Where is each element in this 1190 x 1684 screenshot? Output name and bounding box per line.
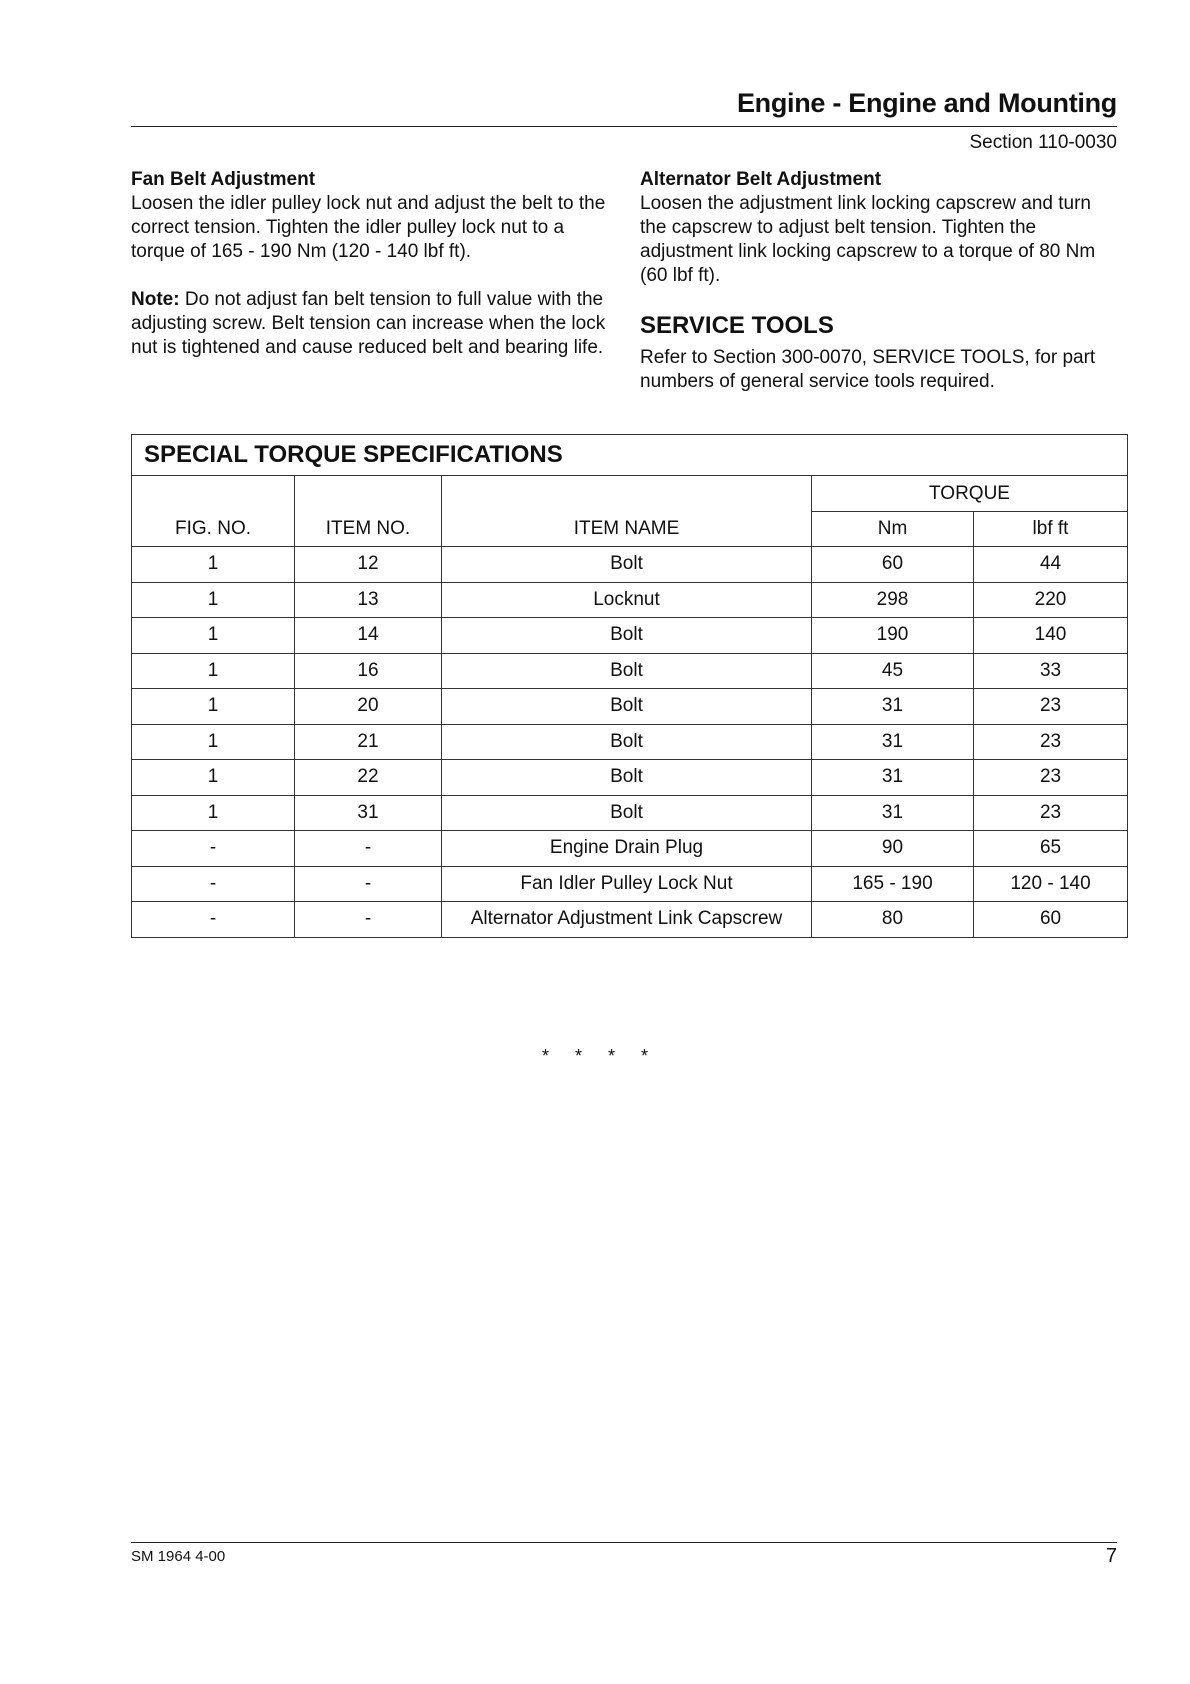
lbf-ft-cell: 44 [974,547,1128,583]
left-column [131,168,609,360]
service-tools-heading: SERVICE TOOLS [640,312,834,339]
item-name-cell: Fan Idler Pulley Lock Nut [442,866,812,902]
item-no-cell: - [295,902,442,938]
separator-star: * [608,1046,616,1066]
lbf-ft-cell: 65 [974,831,1128,867]
right-column [640,168,1118,394]
lbf-ft-cell: 220 [974,582,1128,618]
fig-no-cell: 1 [132,582,295,618]
nm-cell: 31 [812,689,974,725]
fig-no-cell: - [132,831,295,867]
lbf-ft-cell: 33 [974,653,1128,689]
table-row [132,760,1128,796]
fan-belt-heading: Fan Belt Adjustment [131,169,316,190]
col-header-item-name: ITEM NAME [442,476,812,547]
fan-belt-body: Loosen the idler pulley lock nut and adjust the belt to the correct tension. Tighten the idler pulley lock nut to a torque of 165 - 190 Nm (120 - 140 lbf ft). [131,193,606,262]
item-no-cell: 16 [295,653,442,689]
fig-no-cell: 1 [132,618,295,654]
table-row [132,618,1128,654]
fig-no-cell: - [132,902,295,938]
alternator-belt-body: Loosen the adjustment link locking capscrew and turn the capscrew to adjust belt tension. Tighten the adjustment link locking capscrew to a torque of 80 Nm (60 lbf ft). [640,193,1096,286]
col-group-torque: TORQUE [812,476,1128,512]
item-name-cell: Bolt [442,760,812,796]
note-label: Note: [131,289,180,310]
doc-code: SM 1964 4-00 [131,1548,226,1565]
nm-cell: 80 [812,902,974,938]
page-title: Engine - Engine and Mounting [736,88,1117,118]
footer-rule [131,1542,1117,1543]
nm-cell: 60 [812,547,974,583]
separator-star: * [574,1046,582,1066]
nm-cell: 90 [812,831,974,867]
item-no-cell: 22 [295,760,442,796]
table-row [132,902,1128,938]
nm-cell: 31 [812,795,974,831]
item-no-cell: 20 [295,689,442,725]
item-no-cell: 13 [295,582,442,618]
section-number: Section 110-0030 [969,132,1117,153]
table-title: SPECIAL TORQUE SPECIFICATIONS [132,435,1128,476]
separator-star: * [641,1046,649,1066]
note-text: Do not adjust fan belt tension to full value with the adjusting screw. Belt tension can increase when the lock nut is tightened and cause reduced belt and bearing life. [131,289,606,358]
lbf-ft-cell: 23 [974,760,1128,796]
item-no-cell: - [295,831,442,867]
header-rule [131,126,1117,127]
table-row [132,689,1128,725]
lbf-ft-cell: 23 [974,795,1128,831]
fig-no-cell: 1 [132,724,295,760]
item-name-cell: Bolt [442,795,812,831]
fig-no-cell: 1 [132,760,295,796]
table-row [132,724,1128,760]
col-header-lbf-ft: lbf ft [974,512,1128,547]
lbf-ft-cell: 120 - 140 [974,866,1128,902]
table-row [132,547,1128,583]
section-end-separator [0,1046,1190,1067]
col-header-nm: Nm [812,512,974,547]
table-row [132,866,1128,902]
table-row [132,831,1128,867]
item-name-cell: Bolt [442,653,812,689]
fig-no-cell: 1 [132,547,295,583]
separator-star: * [541,1046,549,1066]
table-row [132,795,1128,831]
item-no-cell: 21 [295,724,442,760]
item-no-cell: - [295,866,442,902]
nm-cell: 31 [812,760,974,796]
nm-cell: 165 - 190 [812,866,974,902]
fig-no-cell: 1 [132,653,295,689]
nm-cell: 31 [812,724,974,760]
torque-spec-table [131,434,1128,938]
item-name-cell: Alternator Adjustment Link Capscrew [442,902,812,938]
col-header-item-no: ITEM NO. [295,476,442,547]
fig-no-cell: 1 [132,795,295,831]
alternator-belt-heading: Alternator Belt Adjustment [640,169,882,190]
item-name-cell: Bolt [442,689,812,725]
item-name-cell: Bolt [442,547,812,583]
service-tools-body: Refer to Section 300-0070, SERVICE TOOLS, for part numbers of general service tools required. [640,347,1096,392]
item-no-cell: 14 [295,618,442,654]
item-name-cell: Engine Drain Plug [442,831,812,867]
lbf-ft-cell: 23 [974,689,1128,725]
table-row [132,582,1128,618]
col-header-fig-no: FIG. NO. [132,476,295,547]
page-number: 7 [1105,1545,1117,1567]
lbf-ft-cell: 60 [974,902,1128,938]
nm-cell: 45 [812,653,974,689]
nm-cell: 298 [812,582,974,618]
item-name-cell: Locknut [442,582,812,618]
lbf-ft-cell: 140 [974,618,1128,654]
table-row [132,653,1128,689]
lbf-ft-cell: 23 [974,724,1128,760]
item-name-cell: Bolt [442,724,812,760]
fig-no-cell: 1 [132,689,295,725]
nm-cell: 190 [812,618,974,654]
item-no-cell: 31 [295,795,442,831]
item-name-cell: Bolt [442,618,812,654]
fig-no-cell: - [132,866,295,902]
fan-belt-note [131,288,609,360]
item-no-cell: 12 [295,547,442,583]
